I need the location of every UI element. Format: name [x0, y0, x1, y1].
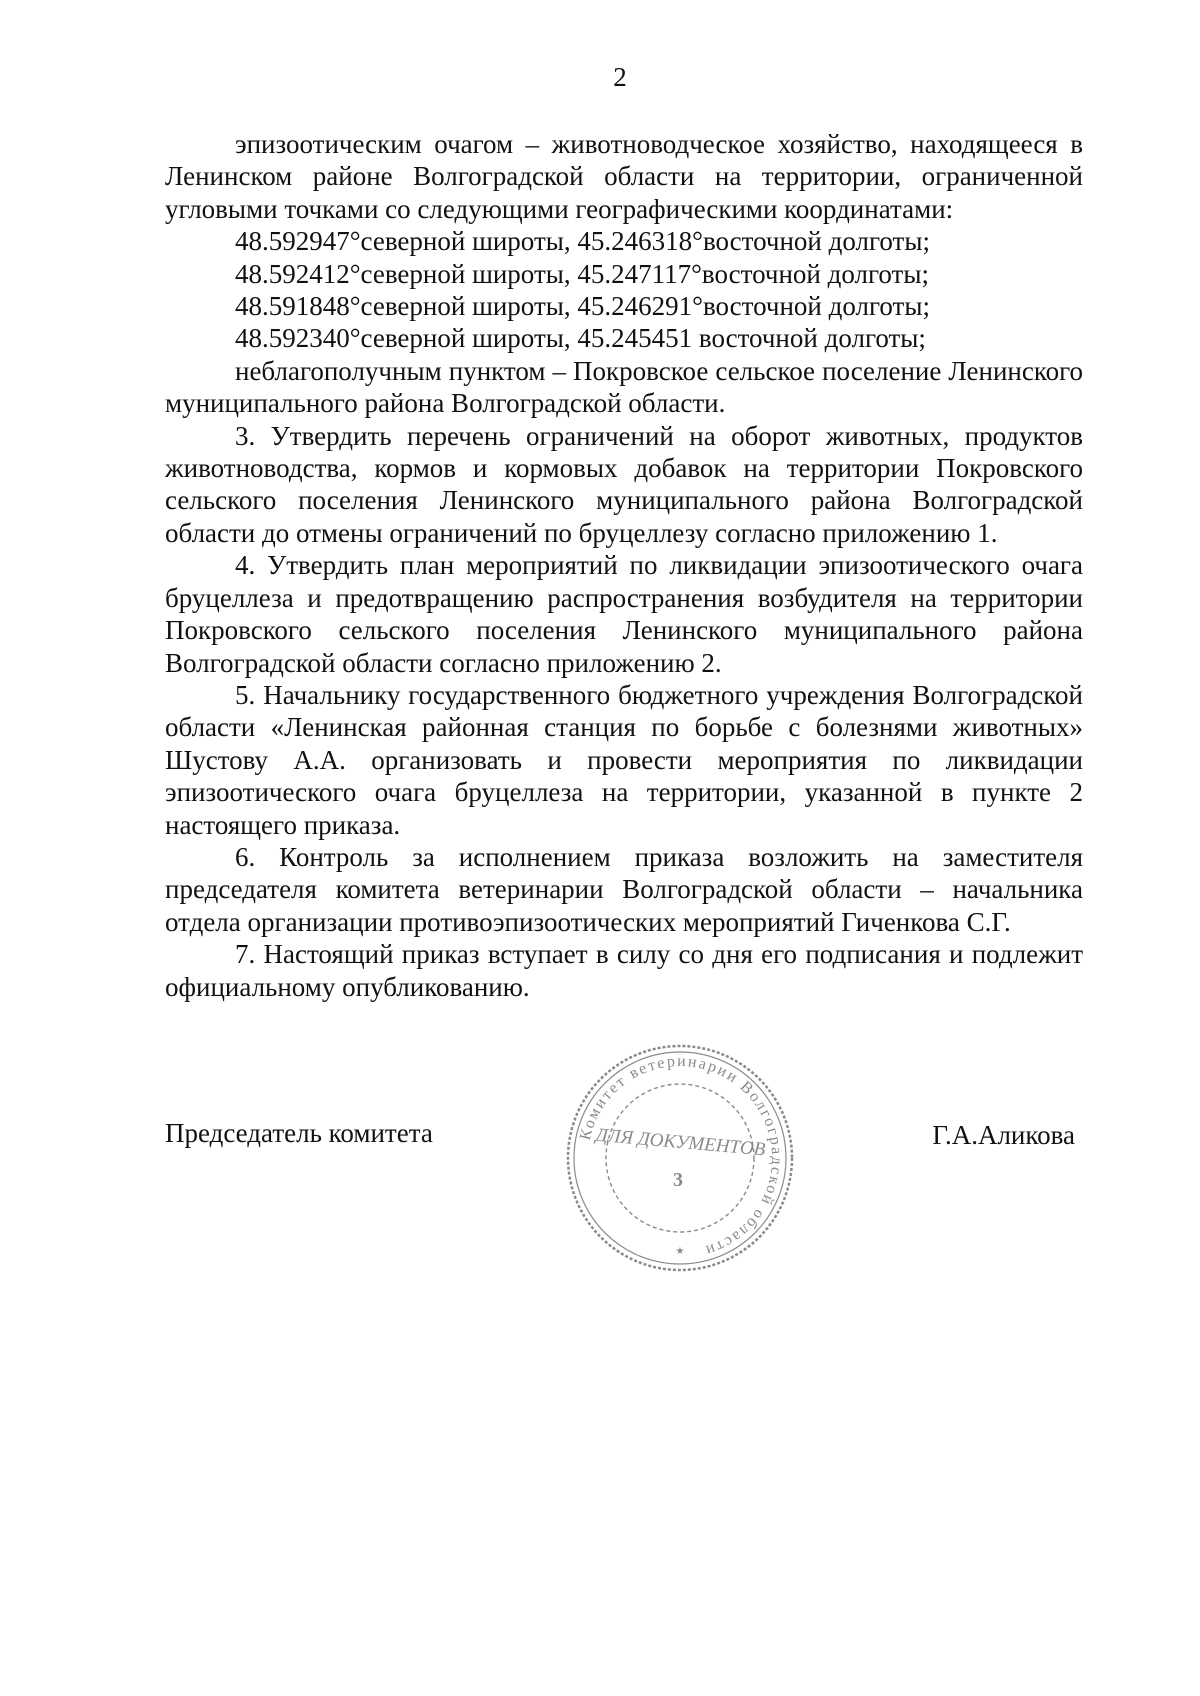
coordinate-line-3: 48.591848°северной широты, 45.246291°восточной долготы;: [235, 291, 930, 322]
paragraph-focus-definition: эпизоотическим очагом – животноводческое хозяйство, находящееся в Ленинском районе Волгоградской области на территории, ограниченной угловыми точками со следующими географическими координатами:: [165, 129, 1083, 224]
paragraph-item-4: 4. Утвердить план мероприятий по ликвидации эпизоотического очага бруцеллеза и предотвращению распространения возбудителя на территории Покровского сельского поселения Ленинского муниципального района Волгоградской области согласно приложению 2.: [165, 550, 1083, 678]
official-stamp: [560, 1040, 800, 1276]
paragraph-item-5: 5. Начальнику государственного бюджетного учреждения Волгоградской области «Ленинская районная станция по борьбе с болезнями животных» Шустову А.А. организовать и провести мероприятия по ликвидации эпизоотического очага бруцеллеза на территории, указанной в пункте 2 настоящего приказа.: [165, 679, 1083, 840]
paragraph-item-7: 7. Настоящий приказ вступает в силу со дня его подписания и подлежит официальному опубликованию.: [165, 939, 1083, 1002]
paragraph-item-3: 3. Утвердить перечень ограничений на оборот животных, продуктов животноводства, кормов и кормовых добавок на территории Покровского сельского поселения Ленинского муниципального района Волгоградской области до отмены ограничений по бруцеллезу согласно приложению 1.: [165, 420, 1083, 548]
coordinate-line-2: 48.592412°северной широты, 45.247117°восточной долготы;: [235, 258, 929, 289]
document-body: [165, 128, 1083, 1003]
signatory-role: Председатель комитета: [165, 1118, 433, 1148]
stamp-ring-text: Комитет ветеринарии Волгоградской области: [576, 1052, 786, 1260]
stamp-center-text: ДЛЯ ДОКУМЕНТОВ: [594, 1124, 767, 1161]
paragraph-item-6: 6. Контроль за исполнением приказа возложить на заместителя председателя комитета ветеринарии Волгоградской области – начальника отдела организации противоэпизоотических мероприятий Гиченкова С.Г.: [165, 841, 1083, 937]
stamp-seal-icon: [560, 1040, 800, 1276]
page-number: 2: [613, 62, 627, 92]
coordinate-line-1: 48.592947°северной широты, 45.246318°восточной долготы;: [235, 226, 930, 257]
paragraph-unfavorable-point: неблагополучным пунктом – Покровское сельское поселение Ленинского муниципального района Волгоградской области.: [165, 355, 1083, 419]
signatory-name: Г.А.Аликова: [932, 1120, 1075, 1150]
stamp-number: 3: [673, 1169, 683, 1191]
stamp-star-icon: ★: [675, 1246, 685, 1257]
stamp-inner-ring-2: [606, 1084, 754, 1232]
coordinate-line-4: 48.592340°северной широты, 45.245451 восточной долготы;: [235, 323, 926, 354]
